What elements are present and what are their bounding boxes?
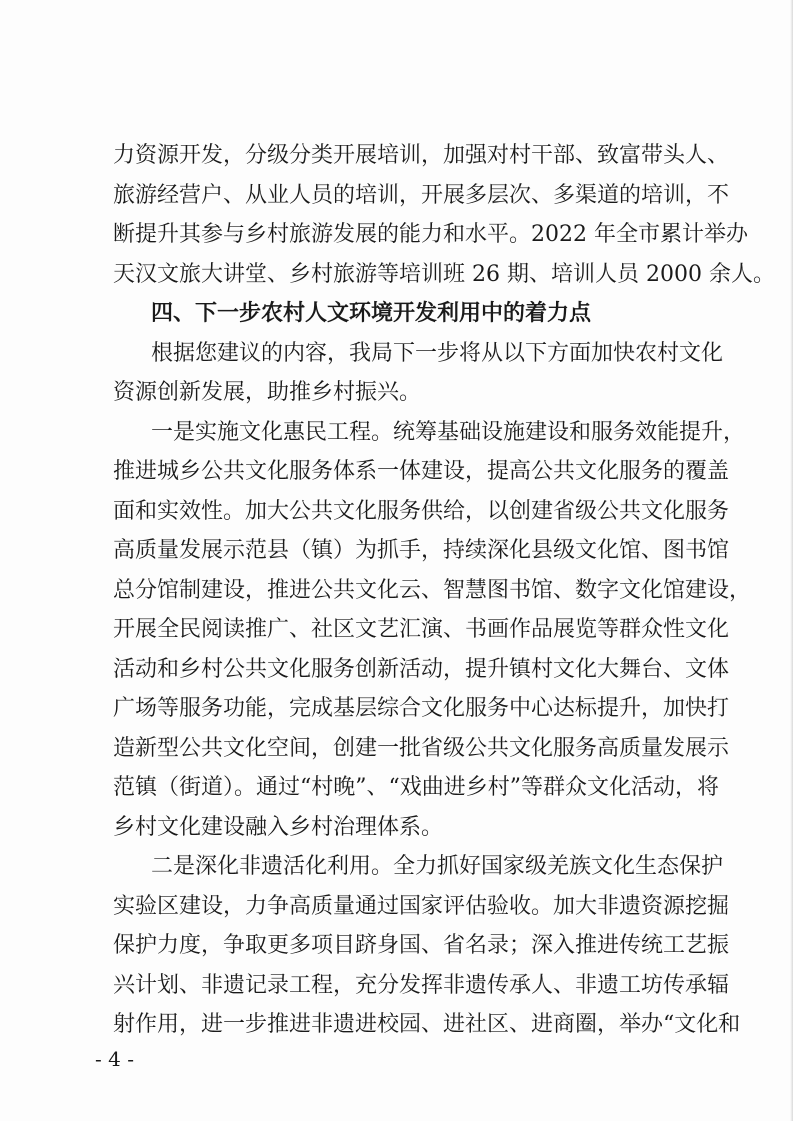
paragraph-first-line: 根据您建议的内容，我局下一步将从以下方面加快农村文化 [151,341,724,366]
body-line: 范镇（街道）。通过“村晚”、“戏曲进乡村”等群众文化活动，将 [113,775,719,800]
body-line: 开展全民阅读推广、社区文艺汇演、书画作品展览等群众性文化 [113,617,730,642]
body-line: 断提升其参与乡村旅游发展的能力和水平。2022 年全市累计举办 [113,222,748,247]
body-line: 高质量发展示范县（镇）为抓手，持续深化县级文化馆、图书馆 [113,538,730,563]
body-line: 总分馆制建设，推进公共文化云、智慧图书馆、数字文化馆建设， [113,578,752,603]
body-line: 推进城乡公共文化服务体系一体建设，提高公共文化服务的覆盖 [113,459,730,484]
body-line: 力资源开发，分级分类开展培训，加强对村干部、致富带头人、 [113,143,730,168]
body-line: 兴计划、非遗记录工程，充分发挥非遗传承人、非遗工坊传承辐 [113,973,730,998]
body-line: 造新型公共文化空间，创建一批省级公共文化服务高质量发展示 [113,736,730,761]
paragraph-first-line: 一是实施文化惠民工程。统筹基础设施建设和服务效能提升， [151,420,746,445]
body-line: 旅游经营户、从业人员的培训，开展多层次、多渠道的培训，不 [113,183,730,208]
body-line: 保护力度，争取更多项目跻身国、省名录；深入推进传统工艺振 [113,933,730,958]
body-line: 实验区建设，力争高质量通过国家评估验收。加大非遗资源挖掘 [113,894,730,919]
body-line: 天汉文旅大讲堂、乡村旅游等培训班 26 期、培训人员 2000 余人。 [113,262,775,287]
paragraph-first-line: 二是深化非遗活化利用。全力抓好国家级羌族文化生态保护 [151,854,724,879]
section-heading: 四、下一步农村人文环境开发利用中的着力点 [151,301,592,326]
body-line: 活动和乡村公共文化服务创新活动，提升镇村文化大舞台、文体 [113,657,730,682]
body-line: 广场等服务功能，完成基层综合文化服务中心达标提升，加快打 [113,696,730,721]
body-line: 面和实效性。加大公共文化服务供给，以创建省级公共文化服务 [113,499,730,524]
body-line: 资源创新发展，助推乡村振兴。 [113,380,422,405]
page-number: - 4 - [95,1047,134,1071]
body-line: 射作用，进一步推进非遗进校园、进社区、进商圈，举办“文化和 [113,1012,741,1037]
body-line: 乡村文化建设融入乡村治理体系。 [113,815,444,840]
